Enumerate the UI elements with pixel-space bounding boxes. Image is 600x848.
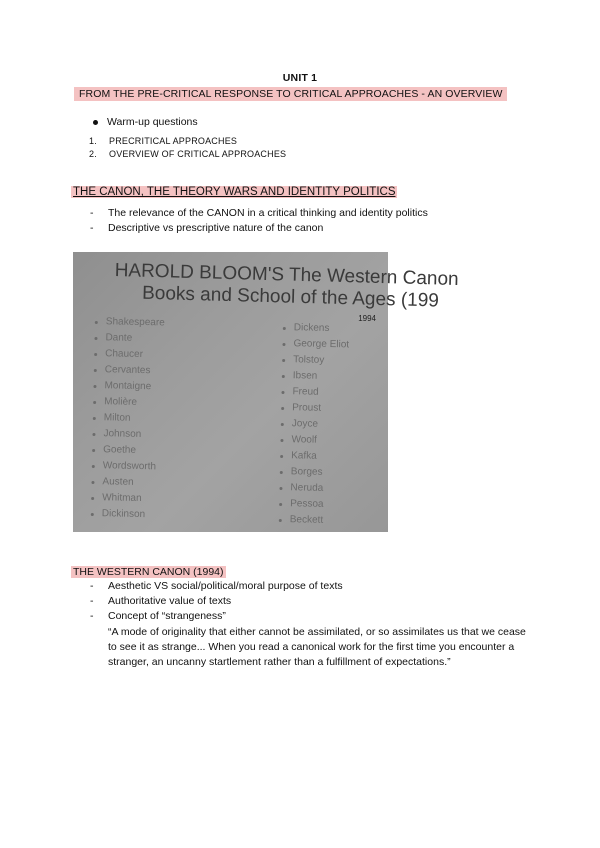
bullet-icon bbox=[91, 496, 94, 499]
author-name: Shakespeare bbox=[105, 316, 165, 329]
author-name: Kafka bbox=[291, 450, 317, 462]
author-name: Austen bbox=[102, 476, 134, 488]
photo-title-line1: HAROLD BLOOM'S The Western Canon bbox=[114, 260, 459, 290]
dash-marker: - bbox=[90, 207, 94, 219]
list-item bbox=[89, 135, 286, 148]
author-item bbox=[92, 426, 162, 443]
author-name: Proust bbox=[292, 402, 322, 414]
warmup-bullet-list bbox=[92, 115, 198, 129]
author-item bbox=[281, 416, 348, 433]
bullet-icon bbox=[91, 512, 94, 515]
photo-year-note: 1994 bbox=[358, 314, 376, 323]
list-number: 2. bbox=[89, 148, 97, 159]
bullet-icon bbox=[94, 352, 97, 355]
bullet-icon bbox=[92, 432, 95, 435]
list-item-text: Authoritative value of texts bbox=[108, 595, 232, 607]
canon-list-photo bbox=[73, 252, 459, 532]
photo-left-column bbox=[91, 314, 165, 523]
unit-subtitle: FROM THE PRE-CRITICAL RESPONSE TO CRITICAL APPROACHES - AN OVERVIEW bbox=[74, 87, 507, 101]
dash-marker: - bbox=[90, 595, 94, 607]
author-item bbox=[92, 458, 162, 475]
author-name: Woolf bbox=[291, 434, 317, 446]
author-item bbox=[282, 352, 349, 369]
bullet-icon bbox=[94, 336, 97, 339]
author-name: Cervantes bbox=[104, 364, 151, 377]
bullet-icon bbox=[279, 502, 282, 505]
author-name: Dante bbox=[105, 332, 133, 344]
bullet-icon bbox=[281, 406, 284, 409]
bullet-icon bbox=[282, 358, 285, 361]
list-item-text: The relevance of the CANON in a critical thinking and identity politics bbox=[108, 207, 428, 219]
author-name: Dickinson bbox=[101, 508, 146, 521]
bullet-icon bbox=[279, 518, 282, 521]
bullet-icon bbox=[280, 470, 283, 473]
bullet-icon bbox=[282, 374, 285, 377]
unit-title: UNIT 1 bbox=[282, 72, 318, 84]
bullet-icon bbox=[279, 486, 282, 489]
list-item bbox=[90, 207, 428, 222]
author-name: Milton bbox=[103, 412, 131, 424]
list-item-text: Concept of “strangeness” bbox=[108, 610, 226, 622]
bullet-icon bbox=[281, 390, 284, 393]
author-item bbox=[93, 394, 163, 411]
author-item bbox=[281, 400, 348, 417]
author-name: Ibsen bbox=[292, 370, 318, 382]
author-item bbox=[281, 384, 348, 401]
author-name: George Eliot bbox=[293, 338, 350, 351]
bullet-icon bbox=[93, 120, 98, 125]
author-item bbox=[279, 480, 346, 497]
author-item bbox=[279, 512, 346, 529]
photo-title-line2: Books and School of the Ages (199 bbox=[141, 282, 440, 312]
author-name: Borges bbox=[290, 466, 323, 478]
author-item bbox=[91, 506, 161, 523]
author-item bbox=[92, 442, 162, 459]
bullet-icon bbox=[280, 454, 283, 457]
bullet-icon bbox=[92, 448, 95, 451]
list-item-text: Aesthetic VS social/political/moral purpose of texts bbox=[108, 580, 343, 592]
author-name: Dickens bbox=[293, 322, 330, 334]
author-name: Whitman bbox=[102, 492, 142, 505]
author-item bbox=[280, 432, 347, 449]
bullet-icon bbox=[94, 368, 97, 371]
warmup-label: Warm-up questions bbox=[107, 116, 198, 128]
dash-marker: - bbox=[90, 580, 94, 592]
western-canon-dash-list bbox=[90, 580, 343, 625]
section-heading-canon: THE CANON, THE THEORY WARS AND IDENTITY POLITICS bbox=[73, 186, 396, 198]
photo-right-column bbox=[279, 320, 350, 529]
author-item bbox=[279, 496, 346, 513]
list-item-text: PRECRITICAL APPROACHES bbox=[109, 136, 238, 147]
bullet-icon bbox=[280, 438, 283, 441]
strangeness-quote: “A mode of originality that either cannot be assimilated, or so assimilates us that we cease to see it as strange... When you read a canonical work for the first time you encounter a stranger, an uncanny startlement rather than a fulfillment of expectations.” bbox=[108, 626, 526, 668]
dash-marker: - bbox=[90, 610, 94, 622]
author-name: Beckett bbox=[289, 514, 324, 526]
author-item bbox=[283, 320, 350, 337]
bullet-icon bbox=[92, 464, 95, 467]
author-item bbox=[94, 346, 164, 363]
bullet-icon bbox=[282, 342, 285, 345]
author-name: Pessoa bbox=[290, 498, 324, 510]
author-name: Joyce bbox=[291, 418, 319, 430]
dash-marker: - bbox=[90, 222, 94, 234]
author-item bbox=[280, 464, 347, 481]
author-item bbox=[280, 448, 347, 465]
author-item bbox=[93, 378, 163, 395]
bullet-icon bbox=[283, 326, 286, 329]
author-item bbox=[91, 474, 161, 491]
bullet-icon bbox=[93, 384, 96, 387]
author-item bbox=[282, 368, 349, 385]
bullet-icon bbox=[281, 422, 284, 425]
list-item-text: Descriptive vs prescriptive nature of the canon bbox=[108, 222, 324, 234]
list-item bbox=[90, 595, 343, 610]
author-name: Chaucer bbox=[105, 348, 144, 361]
section-heading-western-canon: THE WESTERN CANON (1994) bbox=[73, 566, 224, 578]
author-item bbox=[95, 314, 165, 331]
author-item bbox=[94, 362, 164, 379]
list-item bbox=[90, 580, 343, 595]
author-item bbox=[282, 336, 349, 353]
photo-title bbox=[114, 260, 459, 312]
bullet-icon bbox=[93, 400, 96, 403]
author-name: Montaigne bbox=[104, 380, 152, 393]
bullet-icon bbox=[91, 480, 94, 483]
author-name: Molière bbox=[104, 396, 138, 408]
warmup-numbered-list bbox=[89, 135, 286, 160]
author-name: Goethe bbox=[103, 444, 137, 456]
list-item bbox=[92, 115, 198, 129]
list-item bbox=[90, 222, 428, 237]
bullet-icon bbox=[95, 320, 98, 323]
author-item bbox=[94, 330, 164, 347]
list-item bbox=[90, 610, 343, 625]
canon-dash-list bbox=[90, 207, 428, 237]
bullet-icon bbox=[93, 416, 96, 419]
author-name: Freud bbox=[292, 386, 319, 398]
list-item bbox=[89, 148, 286, 161]
author-name: Tolstoy bbox=[293, 354, 325, 366]
author-name: Neruda bbox=[290, 482, 324, 494]
list-number: 1. bbox=[89, 136, 97, 147]
author-name: Wordsworth bbox=[102, 460, 157, 473]
author-item bbox=[91, 490, 161, 507]
author-item bbox=[93, 410, 163, 427]
author-name: Johnson bbox=[103, 428, 142, 440]
list-item-text: OVERVIEW OF CRITICAL APPROACHES bbox=[109, 148, 287, 159]
